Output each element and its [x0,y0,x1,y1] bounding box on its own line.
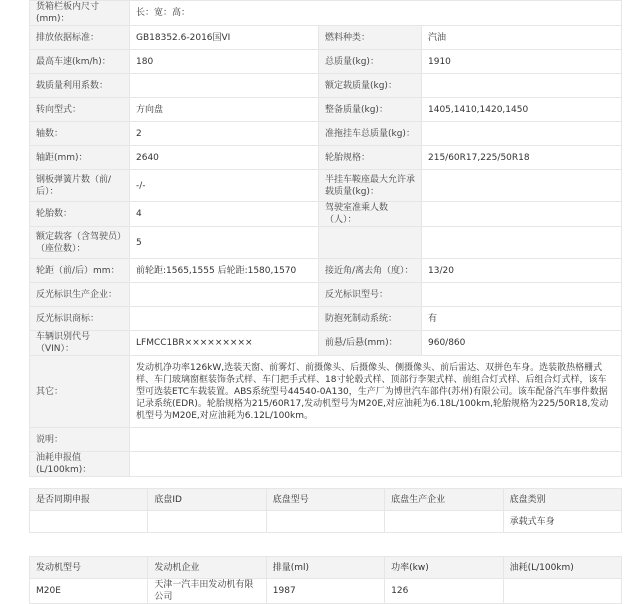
spec-row [30,26,622,50]
chassis-header: 底盘生产企业 [385,489,503,511]
spec-label: 钢板弹簧片数（前/后）： [30,170,130,202]
spec-row [30,428,622,452]
spec-label: 轮距（前/后）mm： [30,259,130,283]
spec-value: 180 [130,50,319,74]
spec-value [130,307,319,331]
spec-value [130,452,622,477]
spec-row [30,1,622,26]
spec-label: 反光标识型号： [319,283,422,307]
spec-value: 13/20 [422,259,622,283]
spec-row [30,227,622,259]
engine-header: 功率(kw) [385,557,503,579]
spec-label: 整备质量(kg)： [319,98,422,122]
spec-label: 车辆识别代号（VIN）： [30,331,130,356]
spec-value: 5 [130,227,319,259]
spec-value: LFMCC1BR××××××××× [130,331,319,356]
spec-row [30,146,622,170]
chassis-header: 底盘类别 [503,489,621,511]
spec-row [30,202,622,227]
spec-label: 说明： [30,428,130,452]
spec-row [30,356,622,428]
spec-label: 转向型式： [30,98,130,122]
spec-value: 4 [130,202,319,227]
vehicle-spec-page [29,0,622,602]
spec-label: 最高车速(km/h)： [30,50,130,74]
engine-header: 排量(ml) [266,557,384,579]
engine-cell: 1987 [266,579,384,604]
spec-value: 发动机净功率126kW,选装天窗、前雾灯、前摄像头、后摄像头、侧摄像头、前后雷达、双拼色车身。选装散热格栅式样、车门玻璃窗框装饰条式样、车门把手式样、18寸轮毂式样、顶部行李架式样、前组合灯式样、后组合灯式样，该车型可选装ETC车载装置。ABS系统型号44540-0A130，生产厂为博世汽车部件(苏州)有限公司。该车配备汽车事件数据记录系统(EDR)。轮胎规格为215/60R17,发动机型号为M20E,对应油耗为6.18L/100km,轮胎规格为225/50R18,发动机型号为M20E,对应油耗为6.12L/100km。 [130,356,622,428]
spec-value: 960/860 [422,331,622,356]
table-row [30,579,622,604]
spec-value [422,202,622,227]
spec-label: 轴距(mm)： [30,146,130,170]
chassis-header: 底盘ID [148,489,266,511]
spec-label: 反光标识商标： [30,307,130,331]
spec-label: 额定载客（含驾驶员）（座位数）： [30,227,130,259]
chassis-cell [385,511,503,533]
spec-value [422,122,622,146]
spec-row [30,50,622,74]
table-row [30,511,622,533]
spec-label: 排放依据标准： [30,26,130,50]
spec-label [319,227,422,259]
chassis-cell [148,511,266,533]
spec-value [130,74,319,98]
spec-label: 载质量利用系数： [30,74,130,98]
spec-row [30,331,622,356]
spec-label: 驾驶室准乘人数（人）： [319,202,422,227]
spec-value [422,283,622,307]
spec-row [30,307,622,331]
spec-row [30,122,622,146]
spec-label: 油耗申报值(L/100km)： [30,452,130,477]
chassis-cell: 承载式车身 [503,511,621,533]
chassis-header-row [30,489,622,511]
spec-table [29,0,622,477]
spec-row [30,259,622,283]
spec-label: 额定载质量(kg)： [319,74,422,98]
spec-label: 准拖挂车总质量(kg)： [319,122,422,146]
engine-header-row [30,557,622,579]
spec-row [30,74,622,98]
engine-cell: 天津一汽丰田发动机有限公司 [148,579,266,604]
spec-value: 汽油 [422,26,622,50]
spec-label: 接近角/离去角（度）： [319,259,422,283]
spec-value [130,428,622,452]
spec-label: 总质量(kg)： [319,50,422,74]
chassis-header: 底盘型号 [266,489,384,511]
spec-row [30,452,622,477]
spec-label: 防抱死制动系统： [319,307,422,331]
engine-header: 发动机企业 [148,557,266,579]
spec-value [422,74,622,98]
spec-value: 2640 [130,146,319,170]
spec-value [422,227,622,259]
spec-value [130,283,319,307]
chassis-table [29,488,622,533]
engine-cell [503,579,621,604]
spec-row [30,98,622,122]
spec-label: 前悬/后悬(mm)： [319,331,422,356]
spec-label: 反光标识生产企业： [30,283,130,307]
chassis-cell [30,511,148,533]
engine-cell: M20E [30,579,148,604]
spec-value: 长：宽：高： [130,1,622,26]
spec-label: 轮胎规格： [319,146,422,170]
engine-table [29,556,622,604]
spec-value: 前轮距:1565,1555 后轮距:1580,1570 [130,259,319,283]
spec-value: -/- [130,170,319,202]
engine-header: 油耗(L/100km) [503,557,621,579]
spec-value: 1405,1410,1420,1450 [422,98,622,122]
chassis-header: 是否同期申报 [30,489,148,511]
chassis-cell [266,511,384,533]
engine-cell: 126 [385,579,503,604]
engine-header: 发动机型号 [30,557,148,579]
spec-row [30,283,622,307]
spec-value: 2 [130,122,319,146]
spec-label: 燃料种类： [319,26,422,50]
spec-label: 其它： [30,356,130,428]
spec-value [422,170,622,202]
spec-value: 方向盘 [130,98,319,122]
spec-value: 215/60R17,225/50R18 [422,146,622,170]
spec-label: 半挂车鞍座最大允许承载质量(kg)： [319,170,422,202]
spec-value: 有 [422,307,622,331]
spec-label: 轴数： [30,122,130,146]
spec-label: 货箱栏板内尺寸(mm)： [30,1,130,26]
spec-label: 轮胎数： [30,202,130,227]
spec-value: GB18352.6-2016国VI [130,26,319,50]
spec-row [30,170,622,202]
spec-value: 1910 [422,50,622,74]
